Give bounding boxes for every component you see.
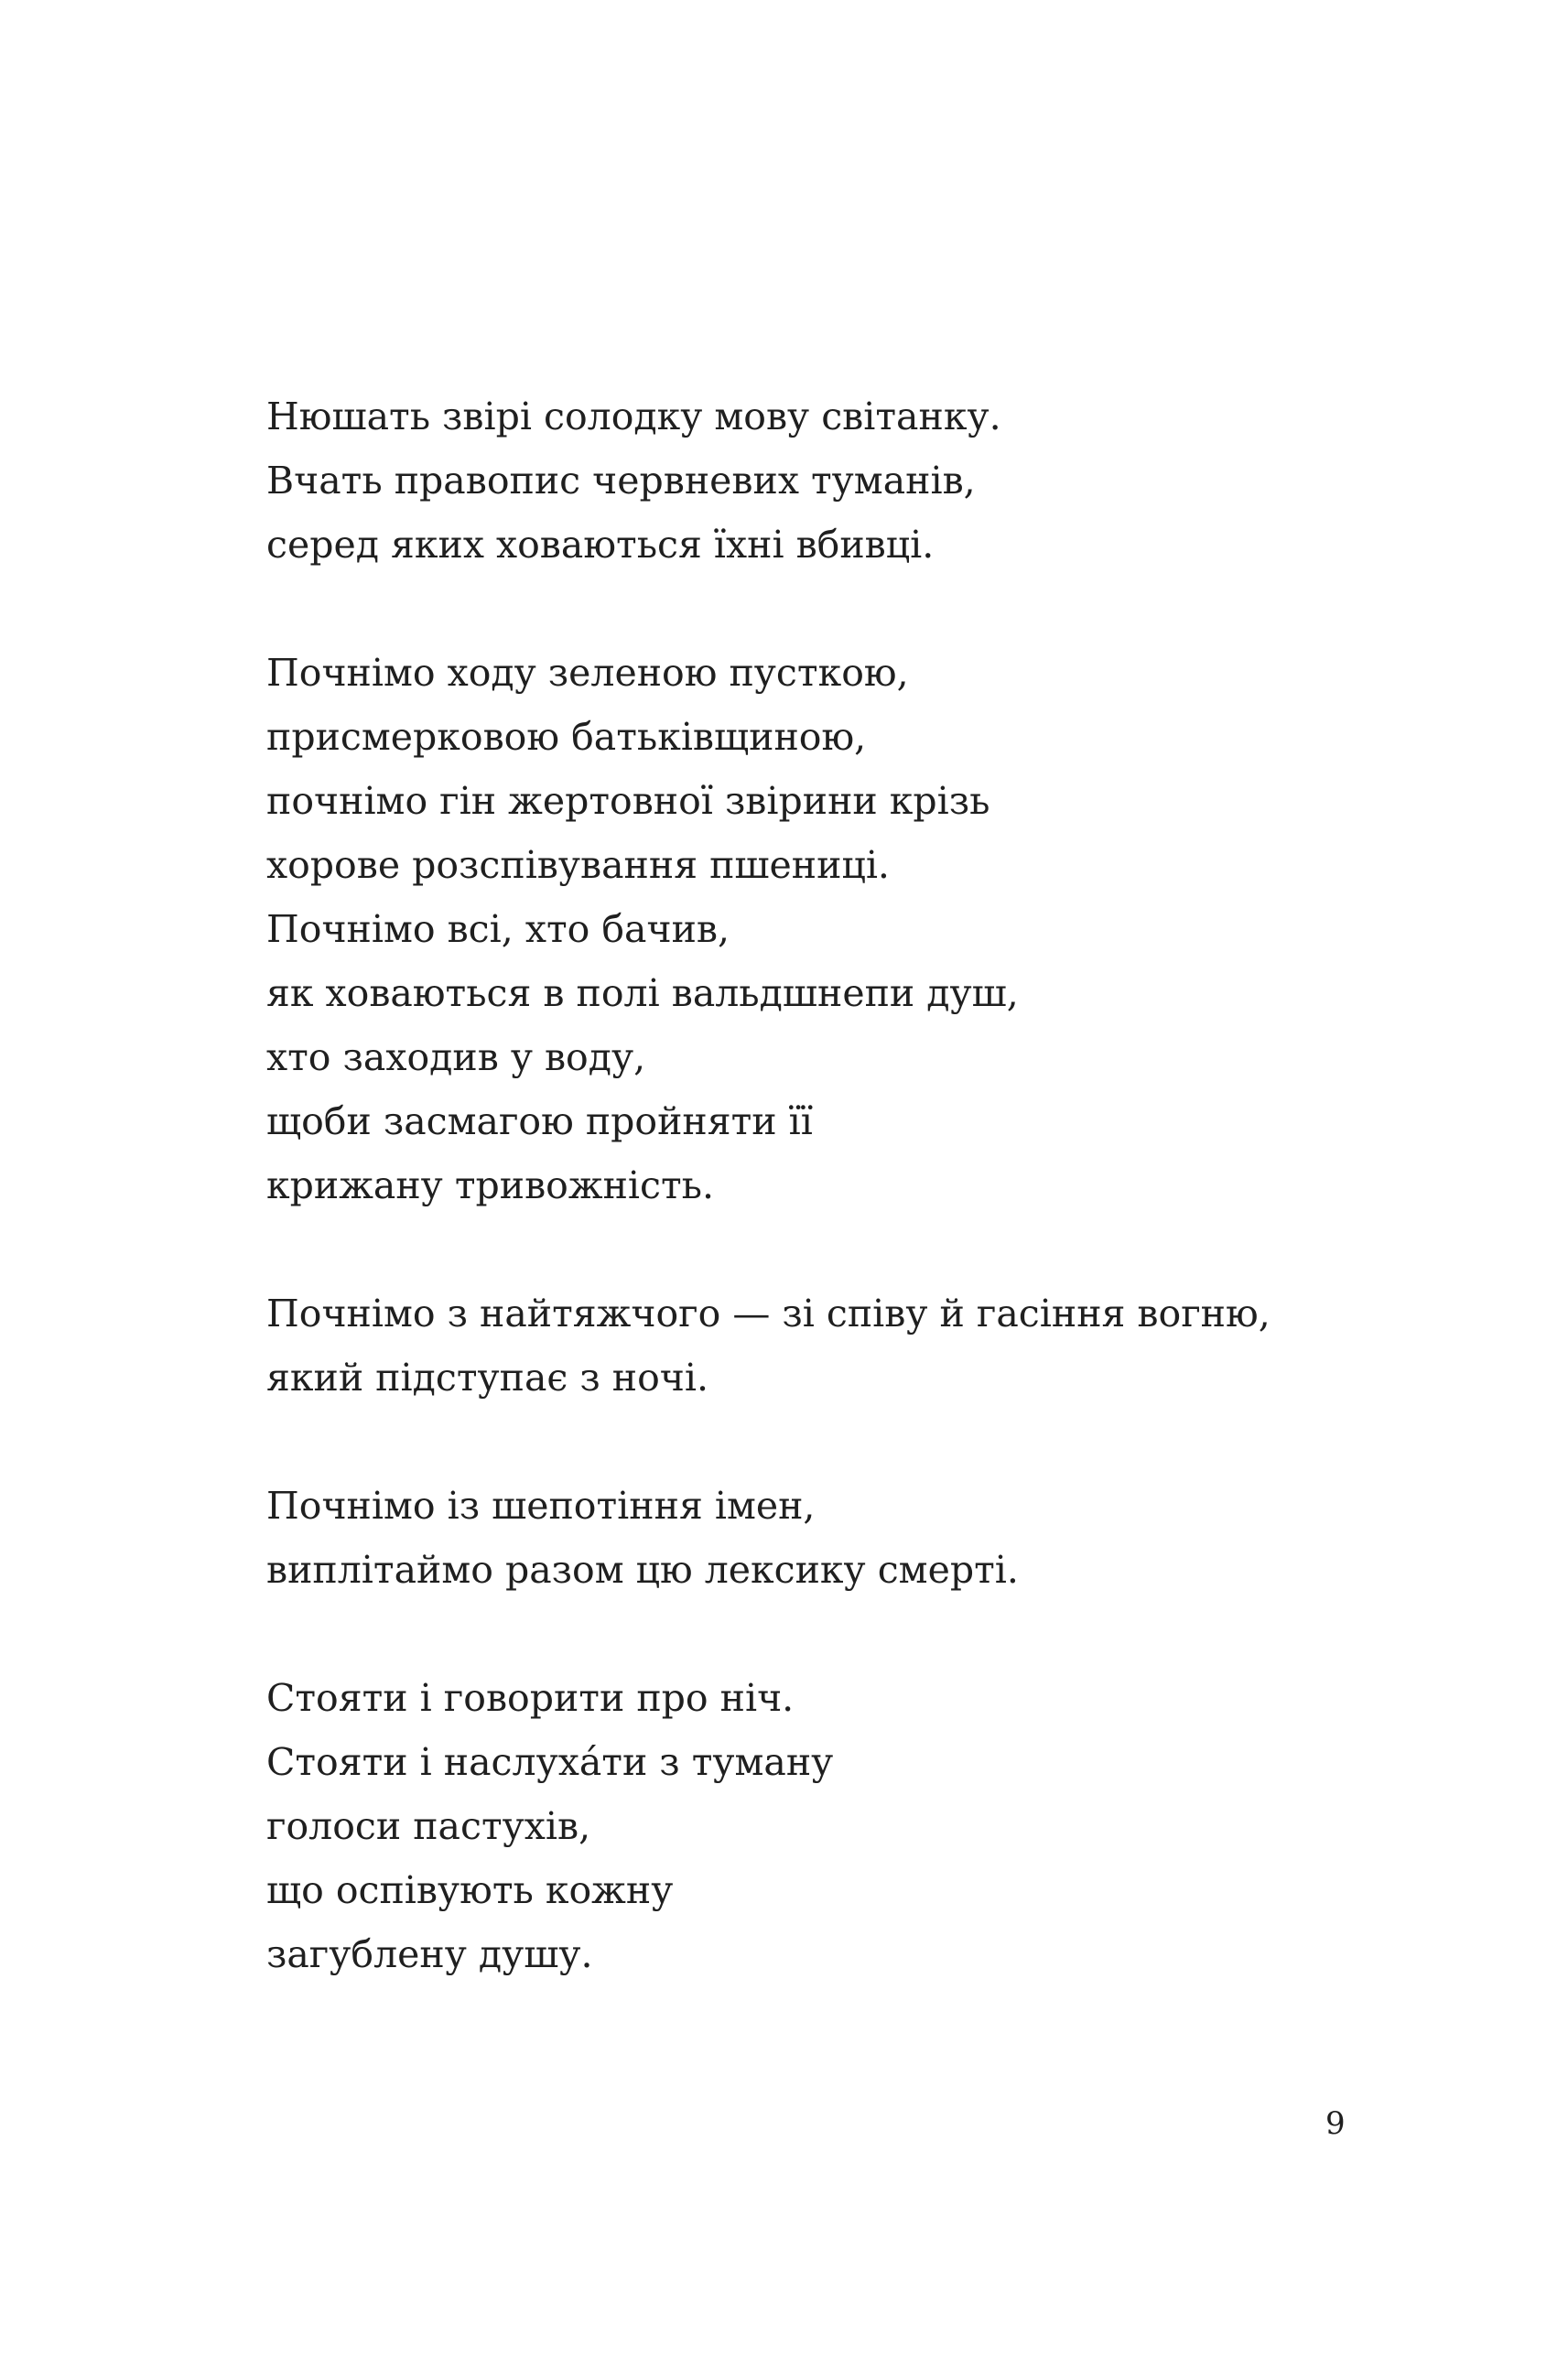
poem-line: як ховаються в полі вальдшнепи душ, <box>266 971 1019 1015</box>
poem-line: серед яких ховаються їхні вбивці. <box>266 523 935 567</box>
poem-line: виплітаймо разом цю лексику смерті. <box>266 1548 1019 1592</box>
poem-line: присмерковою батьківщиною, <box>266 715 867 759</box>
poem-line: Вчать правопис червневих туманів, <box>266 459 976 503</box>
poem-line: почнімо гін жертовної звірини крізь <box>266 779 990 823</box>
stanza-1 <box>266 384 1365 577</box>
poem-line: Стояти і говорити про ніч. <box>266 1676 795 1720</box>
stanza-2 <box>266 641 1365 1217</box>
poem-line: хто заходив у воду, <box>266 1035 646 1079</box>
stanza-4 <box>266 1474 1365 1602</box>
poem-line: Нюшать звірі солодку мову світанку. <box>266 395 1001 438</box>
stanza-break <box>266 577 1365 641</box>
poem-line: Почнімо із шепотіння імен, <box>266 1484 816 1528</box>
stanza-5 <box>266 1666 1365 1986</box>
poem-line: Почнімо всі, хто бачив, <box>266 907 730 951</box>
poem-line: загублену душу. <box>266 1932 593 1976</box>
poem <box>266 384 1365 1986</box>
poem-line: щоби засмагою пройняти її <box>266 1099 813 1143</box>
poem-line: Стояти і наслухáти з туману <box>266 1740 834 1784</box>
stanza-break <box>266 1217 1365 1281</box>
poem-line: голоси пастухів, <box>266 1804 591 1848</box>
poem-line: хорове розспівування пшениці. <box>266 843 890 887</box>
poem-line: Почнімо ходу зеленою пусткою, <box>266 651 909 695</box>
poem-line: що оспівують кожну <box>266 1868 674 1912</box>
stanza-break <box>266 1410 1365 1474</box>
poem-line: Почнімо з найтяжчого — зі співу й гасіння вогню, <box>266 1292 1271 1335</box>
poem-line: крижану тривожність. <box>266 1163 715 1207</box>
stanza-break <box>266 1602 1365 1666</box>
page-number: 9 <box>1325 2105 1346 2142</box>
stanza-3 <box>266 1281 1365 1410</box>
poem-line: який підступає з ночі. <box>266 1356 709 1400</box>
